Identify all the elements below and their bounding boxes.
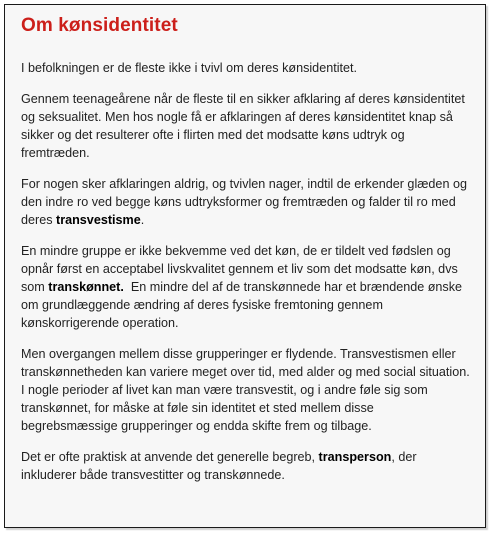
paragraph-5 <box>21 345 473 435</box>
paragraph-2-text: Gennem teenageårene når de fleste til en sikker afklaring af deres kønsidentitet og seksualitet. Men hos nogle få er afklaringen af deres kønsidentitet knap så sikker og det resulterer ofte i flirten med det modsatte køns udtryk og fremtræden. <box>21 92 465 160</box>
paragraph-4-end: En mindre del af de transkønnede har et brændende ønske om grundlæggende ændring af deres fysiske fremtoning gennem kønskorrigerende operation. <box>21 280 466 330</box>
paragraph-1 <box>21 59 473 77</box>
term-transperson: transperson <box>318 450 392 464</box>
article-body <box>21 59 473 497</box>
paragraph-6-end: , der inkluderer både transvestitter og transkønnede. <box>21 450 417 482</box>
paragraph-2 <box>21 90 473 162</box>
paragraph-6-text: Det er ofte praktisk at anvende det generelle begreb, <box>21 450 319 464</box>
paragraph-6 <box>21 448 473 484</box>
paragraph-3-text: For nogen sker afklaringen aldrig, og tvivlen nager, indtil de erkender glæden og den indre ro ved begge køns udtryksformer og fremtræden og falder til ro med deres <box>21 177 467 227</box>
page-title: Om kønsidentitet <box>21 15 178 36</box>
paragraph-5-text: Men overgangen mellem disse grupperinger er flydende. Transvestismen eller transkønnetheden kan variere meget over tid, med alder og med social situation. I nogle perioder af livet kan man være transvestit, og i andre føle sig som transkønnet, for måske at føle sin identitet et sted mellem disse begrebsmæssige grupperinger og endda skifte frem og tilbage. <box>21 347 470 433</box>
paragraph-1-text: I befolkningen er de fleste ikke i tvivl om deres kønsidentitet. <box>21 61 357 75</box>
paragraph-4-text: En mindre gruppe er ikke bekvemme ved det køn, de er tildelt ved fødslen og opnår først en acceptabel livskvalitet gennem et liv som det modsatte køn, dvs som <box>21 244 458 294</box>
term-transkonnet: transkønnet. <box>48 280 124 294</box>
paragraph-3 <box>21 175 473 229</box>
paragraph-4 <box>21 242 473 332</box>
info-panel <box>4 4 486 528</box>
paragraph-3-end: . <box>140 213 145 227</box>
term-transvestisme: transvestisme <box>56 213 141 227</box>
